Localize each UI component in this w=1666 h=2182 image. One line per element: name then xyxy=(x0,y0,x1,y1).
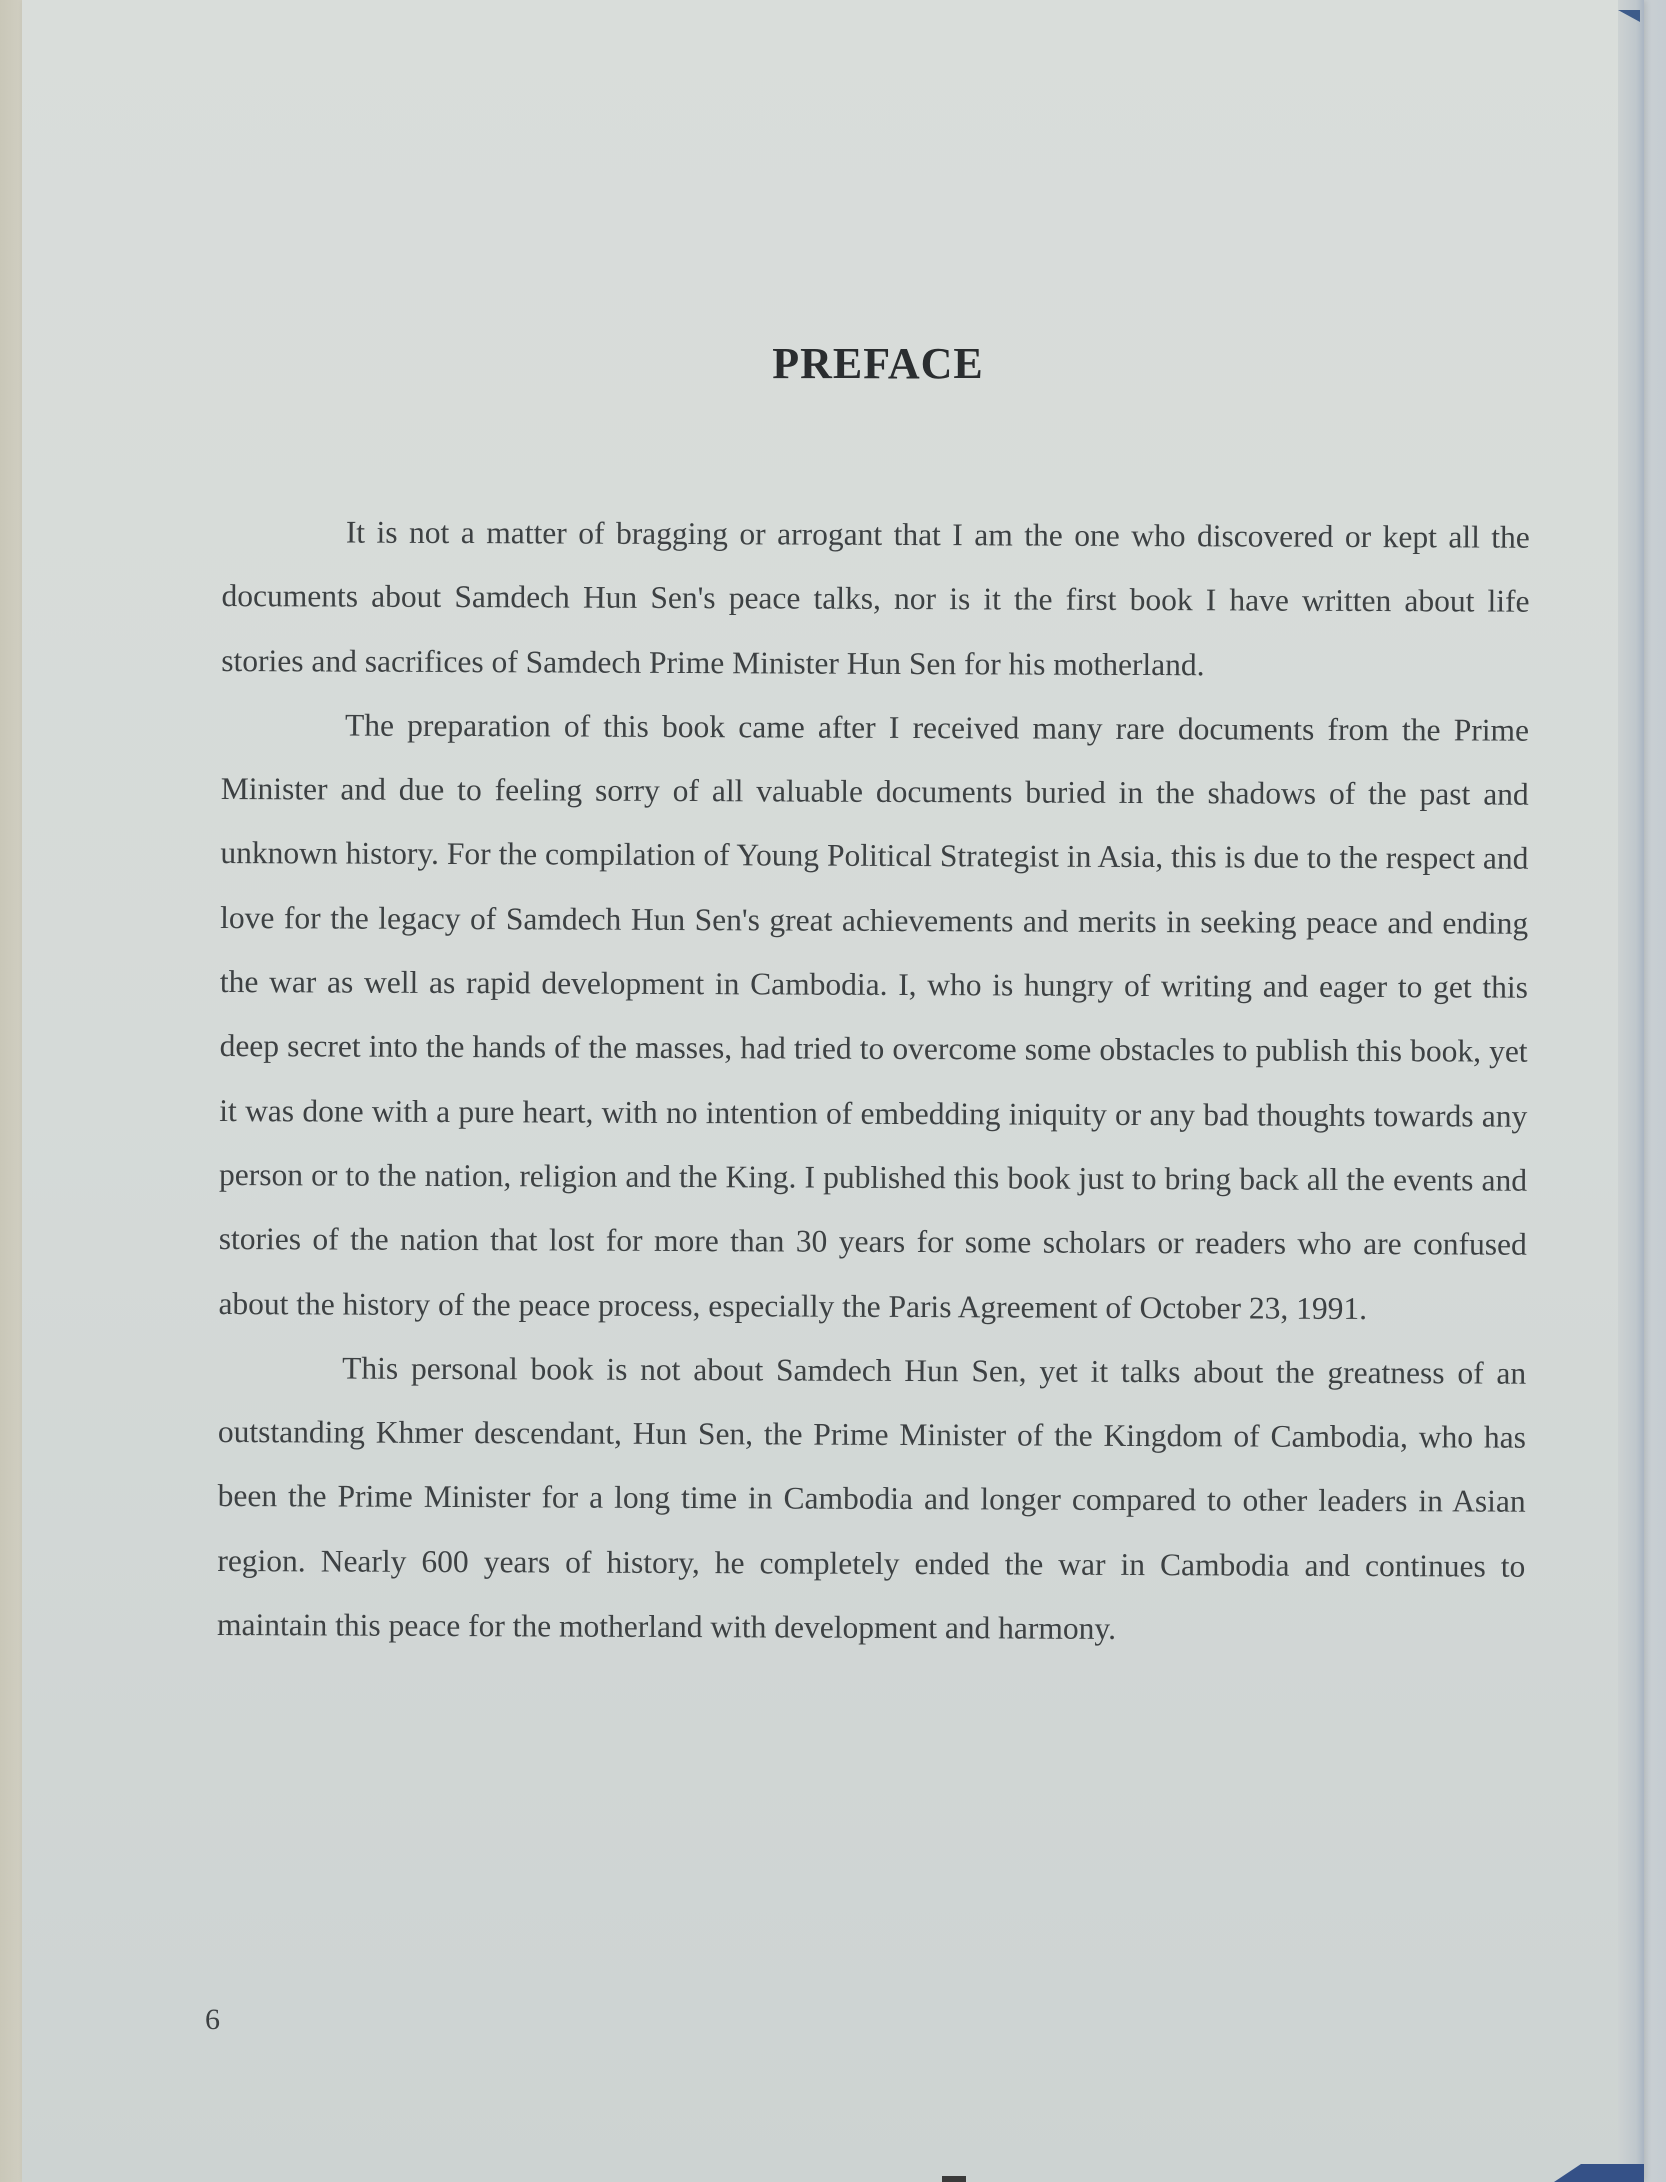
paragraph-3: This personal book is not about Samdech Hun Sen, yet it talks about the greatness of an outstanding Khmer descendant, Hun Sen, the Prime Minister of the Kingdom of Cambodia, who has been the Prime Minister for a long time in Cambodia and longer compared to other leaders in Asian region. Nearly 600 years of history, he completely ended the war in Cambodia and continues to maintain this peace for the motherland with development and harmony. xyxy=(217,1350,1527,1646)
page-title: PREFACE xyxy=(772,339,984,388)
page-edge xyxy=(1618,0,1644,2182)
paragraph-1: It is not a matter of bragging or arrogant that I am the one who discovered or kept all the documents about Samdech Hun Sen's peace talks, nor is it the first book I have written about life stories and sacrifices of Samdech Prime Minister Hun Sen for his motherland. xyxy=(221,514,1530,682)
paragraph-2: The preparation of this book came after I received many rare documents from the Prime Minister and due to feeling sorry of all valuable documents buried in the shadows of the past and unknown history. For the compilation of Young Political Strategist in Asia, this is due to the respect and love for the legacy of Samdech Hun Sen's great achievements and merits in seeking peace and ending the war as well as rapid development in Cambodia. I, who is hungry of writing and eager to get this deep secret into the hands of the masses, had tried to overcome some obstacles to publish this book, yet it was done with a pure heart, with no intention of embedding iniquity or any bad thoughts towards any person or to the nation, religion and the King. I published this book just to bring back all the events and stories of the nation that lost for more than 30 years for some scholars or readers who are confused about the history of the peace process, especially the Paris Agreement of October 23, 1991. xyxy=(218,707,1530,1326)
preface-body xyxy=(217,500,1530,1663)
cover-corner-bottom xyxy=(1554,2164,1644,2182)
page-number: 6 xyxy=(205,2003,220,2036)
bookmark-ribbon xyxy=(942,2176,966,2182)
